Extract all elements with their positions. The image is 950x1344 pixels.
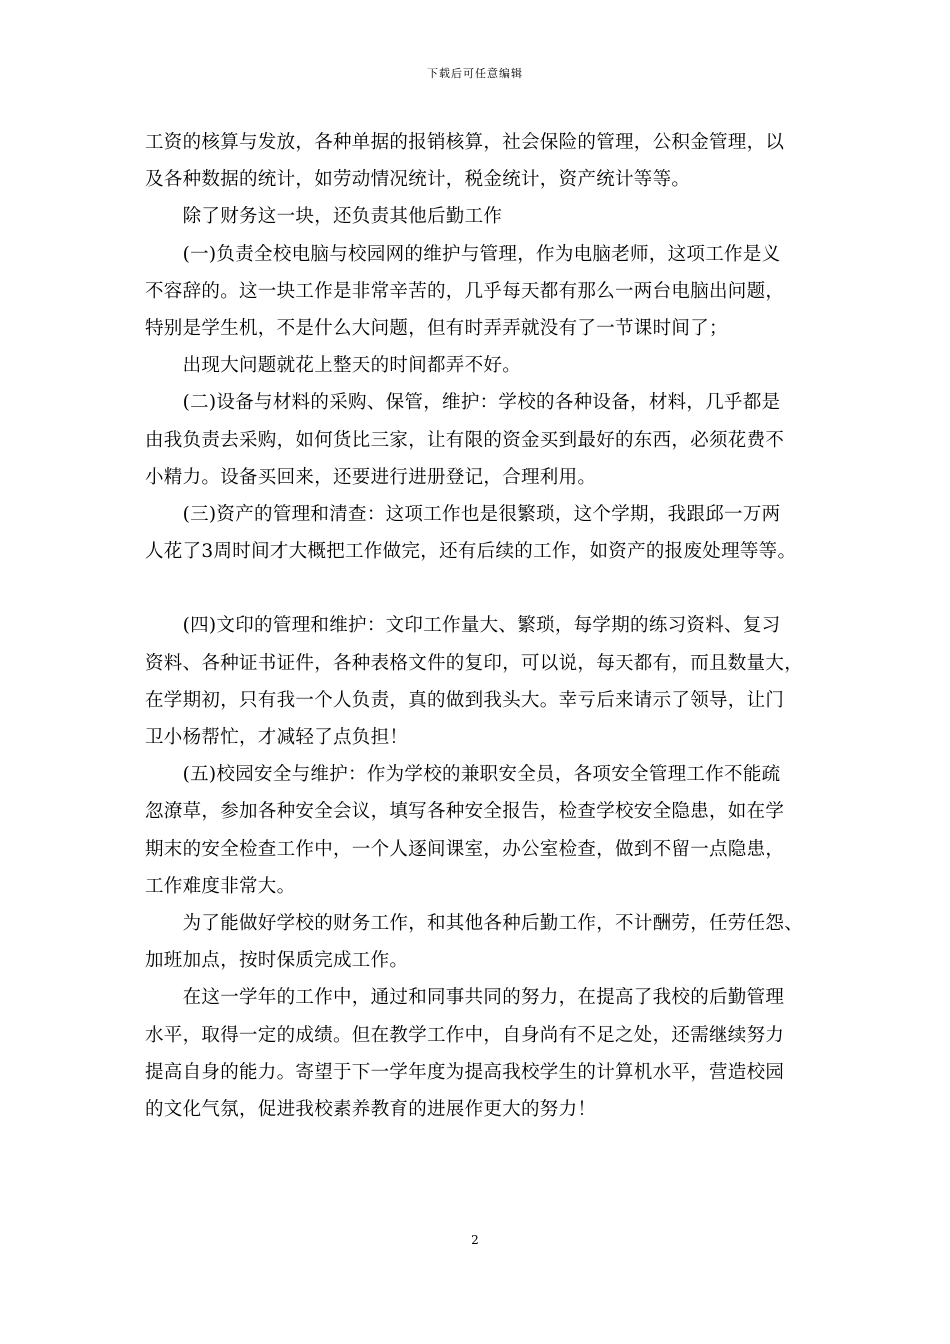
- paragraph-salary-accounting: [145, 124, 815, 198]
- text-line: (五)校园安全与维护：作为学校的兼职安全员，各项安全管理工作不能疏: [145, 764, 781, 786]
- text-line: (三)资产的管理和清查：这项工作也是很繁琐，这个学期，我跟邱一万两: [145, 503, 781, 525]
- text-line: 水平，取得一定的成绩。但在教学工作中，自身尚有不足之处，还需继续努力: [145, 1024, 785, 1046]
- text-line: 人花了3周时间才大概把工作做完，还有后续的工作，如资产的报废处理等等。: [145, 541, 797, 563]
- text-line: 期末的安全检查工作中，一个人逐间课室，办公室检查，做到不留一点隐患，: [145, 838, 785, 860]
- text-line: 出现大问题就花上整天的时间都弄不好。: [145, 355, 522, 377]
- text-line: 及各种数据的统计，如劳动情况统计，税金统计，资产统计等等。: [145, 169, 691, 191]
- blank-line: [145, 570, 815, 607]
- paragraph-item-5-safety: [145, 756, 815, 905]
- page-header: 下载后可任意编辑: [427, 67, 523, 80]
- text-line: 在这一学年的工作中，通过和同事共同的努力，在提高了我校的后勤管理: [145, 987, 785, 1009]
- paragraph-item-3-assets: [145, 496, 815, 570]
- text-line: 工作难度非常大。: [145, 875, 296, 897]
- text-line: (二)设备与材料的采购、保管，维护：学校的各种设备，材料，几乎都是: [145, 392, 781, 414]
- text-line: 小精力。设备买回来，还要进行进册登记，合理利用。: [145, 466, 597, 488]
- text-line: (四)文印的管理和维护：文印工作量大、繁琐，每学期的练习资料、复习: [145, 615, 781, 637]
- text-line: 工资的核算与发放，各种单据的报销核算，社会保险的管理，公积金管理，以: [145, 132, 785, 153]
- text-line: 卫小杨帮忙，才减轻了点负担！: [145, 727, 409, 748]
- paragraph-dedication: [145, 905, 815, 979]
- text-line: 忽潦草，参加各种安全会议，填写各种安全报告，检查学校安全隐患，如在学: [145, 801, 785, 823]
- text-line: 特别是学生机，不是什么大问题，但有时弄弄就没有了一节课时间了；: [145, 317, 728, 339]
- paragraph-other-logistics: [145, 198, 815, 235]
- text-line: 不容辞的。这一块工作是非常辛苦的，几乎每天都有那么一两台电脑出问题，: [145, 280, 785, 302]
- page-number: 2: [471, 1233, 479, 1247]
- text-line: 由我负责去采购，如何货比三家，让有限的资金买到最好的东西，必须花费不: [145, 429, 785, 451]
- text-line: 在学期初，只有我一个人负责，真的做到我头大。幸亏后来请示了领导，让门: [145, 689, 785, 711]
- text-line: 的文化气氛，促进我校素养教育的进展作更大的努力！: [145, 1098, 597, 1120]
- text-line: 除了财务这一块，还负责其他后勤工作: [145, 206, 503, 228]
- text-line: 加班加点，按时保质完成工作。: [145, 950, 409, 972]
- text-line: 提高自身的能力。寄望于下一学年度为提高我校学生的计算机水平，营造校园: [145, 1061, 785, 1083]
- paragraph-item-2-procurement: [145, 384, 815, 496]
- paragraph-item-1-computers: [145, 236, 815, 348]
- text-line: (一)负责全校电脑与校园网的维护与管理，作为电脑老师，这项工作是义: [145, 243, 781, 265]
- paragraph-conclusion: [145, 979, 815, 1128]
- text-line: 为了能做好学校的财务工作，和其他各种后勤工作，不计酬劳，任劳任怨、: [145, 912, 804, 934]
- paragraph-item-4-printing: [145, 607, 815, 756]
- document-body: [145, 124, 815, 1128]
- paragraph-big-problems: [145, 347, 815, 384]
- text-line: 资料、各种证书证件，各种表格文件的复印，可以说，每天都有，而且数量大，: [145, 652, 804, 674]
